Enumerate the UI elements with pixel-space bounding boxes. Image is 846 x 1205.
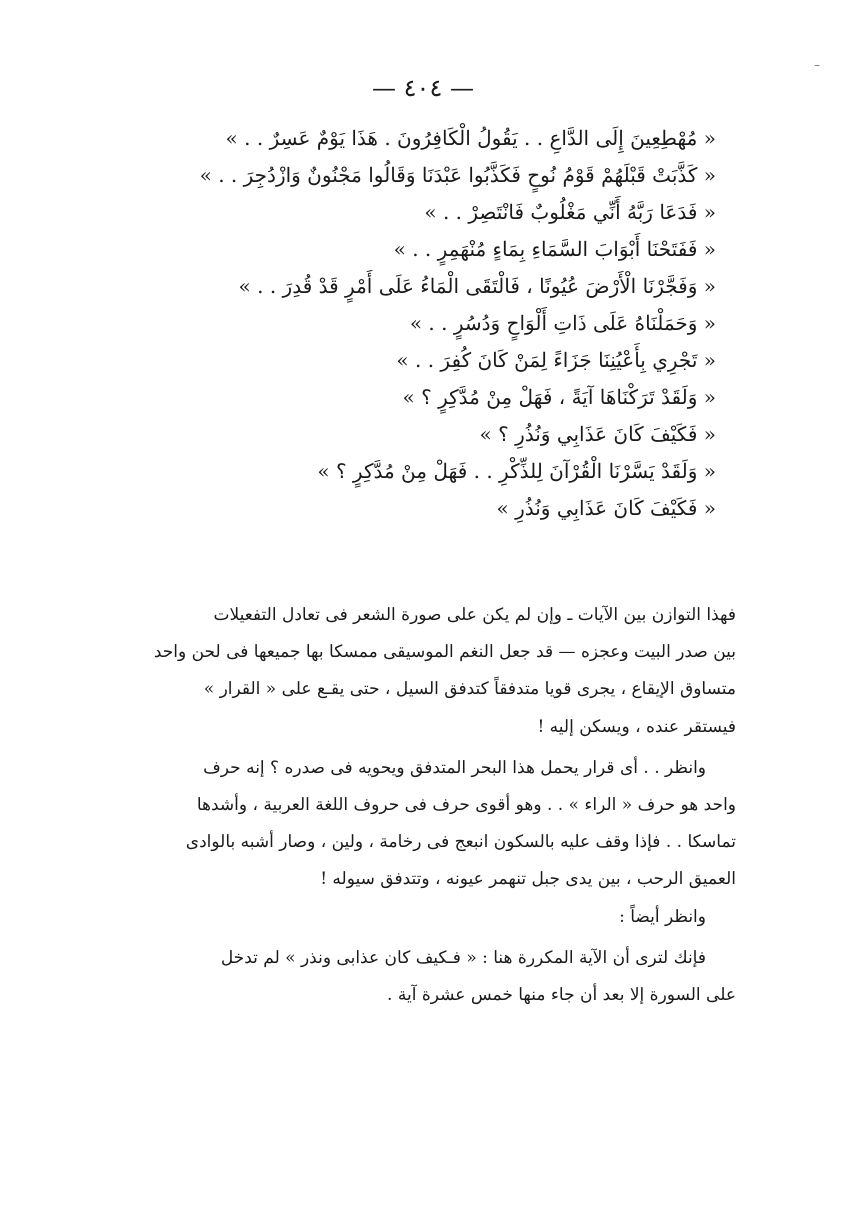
paragraph-line: فيستقر عنده ، ويسكن إليه !	[537, 716, 736, 737]
verse-line: « فَكَيْفَ كَانَ عَذَابِي وَنُذُرِ ؟ »	[479, 422, 716, 446]
paragraph-line: واحد هو حرف « الراء » . . وهو أقوى حرف فى حروف اللغة العربية ، وأشدها	[196, 794, 736, 815]
paragraph-line: تماسكا . . فإذا وقف عليه بالسكون انبعج فى رخامة ، ولين ، وصار أشبه بالوادى	[185, 832, 736, 853]
verse-line: « مُهْطِعِينَ إِلَى الدَّاعِ . . يَقُولُ الْكَافِرُونَ . هَذَا يَوْمٌ عَسِرٌ . . »	[225, 126, 716, 150]
quran-verses-block	[116, 126, 716, 533]
paragraph-line: وانظر أيضاً :	[619, 906, 706, 927]
paragraph-line: فهذا التوازن بين الآيات ـ وإن لم يكن على صورة الشعر فى تعادل التفعيلات	[213, 605, 736, 625]
paragraph-line: متساوق الإيقاع ، يجرى قويا متدفقاً كتدفق السيل ، حتى يقـع على « القرار »	[203, 679, 736, 700]
verse-line: « فَكَيْفَ كَانَ عَذَابِي وَنُذُرِ »	[496, 496, 716, 520]
commentary-text-block	[106, 603, 736, 1020]
verse-line: « وَلَقَدْ تَرَكْنَاهَا آيَةً ، فَهَلْ مِنْ مُدَّكِرٍ ؟ »	[402, 385, 716, 409]
paragraph-line: العميق الرحب ، بين يدى جبل تنهمر عيونه ، وتتدفق سيوله !	[320, 869, 736, 890]
page-number: — ٤٠٤ —	[372, 74, 474, 102]
paragraph-line: على السورة إلا بعد أن جاء منها خمس عشرة آية .	[387, 984, 736, 1005]
verse-line: « تَجْرِي بِأَعْيُنِنَا جَزَاءً لِمَنْ كَانَ كُفِرَ . . »	[396, 348, 716, 372]
verse-line: « وَفَجَّرْنَا الْأَرْضَ عُيُونًا ، فَالْتَقَى الْمَاءُ عَلَى أَمْرٍ قَدْ قُدِرَ . . »	[238, 274, 716, 298]
verse-line: « فَفَتَحْنَا أَبْوَابَ السَّمَاءِ بِمَاءٍ مُنْهَمِرٍ . . »	[393, 237, 716, 261]
paragraph-line: وانظر . . أى قرار يحمل هذا البحر المتدفق ويحويه فى صدره ؟ إنه حرف	[203, 757, 706, 778]
paragraph-line: فإنك لترى أن الآية المكررة هنا : « فـكيف كان عذابى ونذر » لم تدخل	[220, 947, 706, 968]
verse-line: « كَذَّبَتْ قَبْلَهُمْ قَوْمُ نُوحٍ فَكَذَّبُوا عَبْدَنَا وَقَالُوا مَجْنُونٌ وَازْدُجِرَ . . »	[199, 163, 716, 187]
corner-tick-mark: –	[814, 58, 820, 72]
verse-line: « وَحَمَلْنَاهُ عَلَى ذَاتِ أَلْوَاحٍ وَدُسُرٍ . . »	[409, 311, 716, 335]
verse-line: « فَدَعَا رَبَّهُ أَنِّي مَغْلُوبٌ فَانْتَصِرْ . . »	[424, 200, 716, 224]
verse-line: « وَلَقَدْ يَسَّرْنَا الْقُرْآنَ لِلذِّكْرِ . . فَهَلْ مِنْ مُدَّكِرٍ ؟ »	[317, 459, 716, 483]
paragraph-line: بين صدر البيت وعجزه — قد جعل النغم الموسيقى ممسكا بها جميعها فى لحن واحد	[153, 642, 736, 663]
